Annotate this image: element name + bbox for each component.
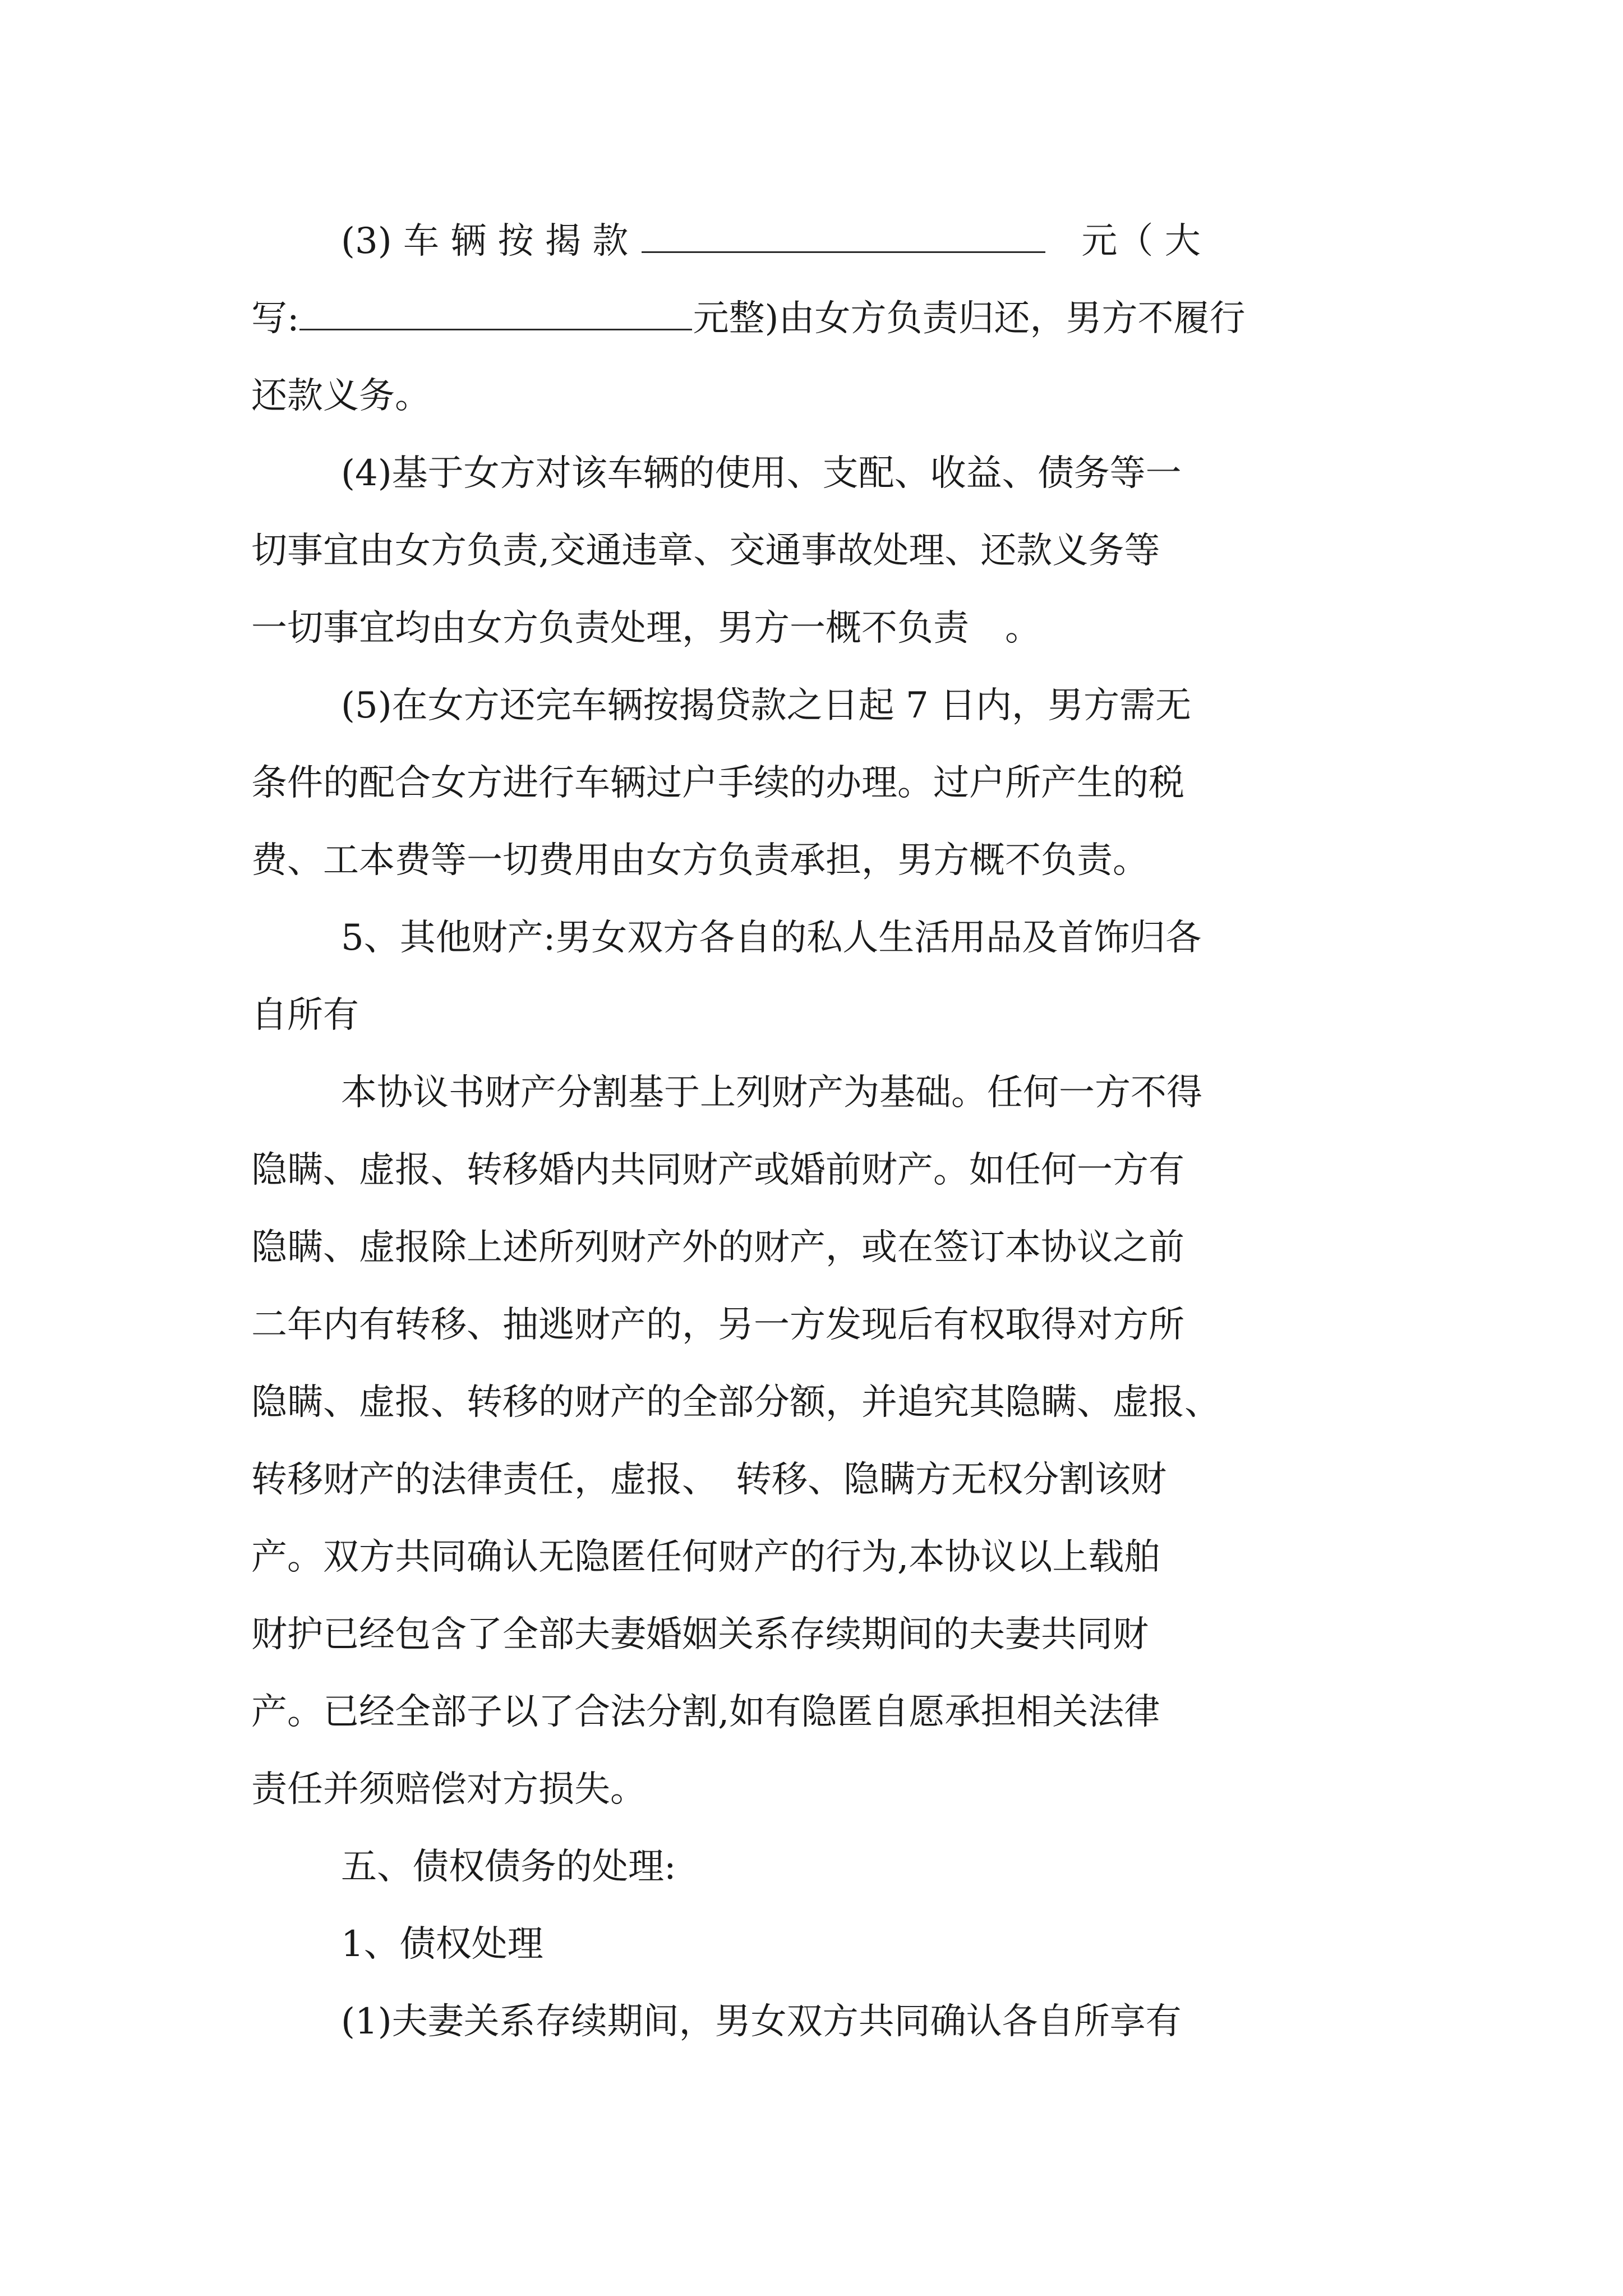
clause-line-10: 5、其他财产:男女双方各自的私人生活用品及首饰归各 <box>341 917 1202 959</box>
clause-line-8: 条件的配合女方进行车辆过户手续的办理。过户所产生的税 <box>251 762 1184 804</box>
clause-line-3: 还款义务。 <box>251 375 431 417</box>
clause-line-5: 切事宜由女方负责,交通违章、交通事故处理、还款义务等 <box>251 530 1160 572</box>
clause-text: (3) 车 辆 按 揭 款 <box>341 220 629 262</box>
subsection-heading: 1、债权处理 <box>341 1924 543 1965</box>
clause-line-1 <box>341 208 1201 275</box>
clause-line-14: 隐瞒、虚报除上述所列财产外的财产，或在签订本协议之前 <box>251 1227 1184 1268</box>
clause-line-20: 产。已经全部子以了合法分割,如有隐匿自愿承担相关法律 <box>251 1691 1160 1733</box>
clause-text: 写: <box>251 298 299 339</box>
clause-line-17: 转移财产的法律责任，虚报、 转移、隐瞒方无权分割该财 <box>251 1459 1166 1501</box>
clause-line-21: 责任并须赔偿对方损失。 <box>251 1769 646 1810</box>
section-heading: 五、债权债务的处理: <box>341 1846 676 1888</box>
clause-line-11: 自所有 <box>251 995 359 1036</box>
clause-line-7: (5)在女方还完车辆按揭贷款之日起 7 日内，男方需无 <box>341 685 1192 726</box>
clause-text: 元（ 大 <box>1081 220 1201 262</box>
clause-line-6: 一切事宜均由女方负责处理，男方一概不负责 。 <box>251 608 1041 649</box>
clause-line-4: (4)基于女方对该车辆的使用、支配、收益、债务等一 <box>341 453 1182 494</box>
clause-line-13: 隐瞒、虚报、转移婚内共同财产或婚前财产。如任何一方有 <box>251 1149 1184 1191</box>
clause-line-15: 二年内有转移、抽逃财产的，另一方发现后有权取得对方所 <box>251 1304 1184 1346</box>
clause-line-18: 产。双方共同确认无隐匿任何财产的行为,本协议以上载舶 <box>251 1536 1160 1578</box>
clause-line-24: (1)夫妻关系存续期间，男女双方共同确认各自所享有 <box>341 2001 1182 2042</box>
amount-blank <box>642 218 1045 253</box>
clause-line-9: 费、工本费等一切费用由女方负责承担，男方概不负责。 <box>251 840 1149 881</box>
clause-line-19: 财护已经包含了全部夫妻婚姻关系存续期间的夫妻共同财 <box>251 1614 1149 1655</box>
amount-uppercase-blank <box>299 295 692 330</box>
clause-text: 元整)由女方负责归还，男方不履行 <box>693 298 1246 339</box>
clause-line-16: 隐瞒、虚报、转移的财产的全部分额，并追究其隐瞒、虚报、 <box>251 1382 1220 1423</box>
clause-line-12: 本协议书财产分割基于上列财产为基础。任何一方不得 <box>341 1072 1202 1114</box>
clause-line-2 <box>251 285 1246 352</box>
